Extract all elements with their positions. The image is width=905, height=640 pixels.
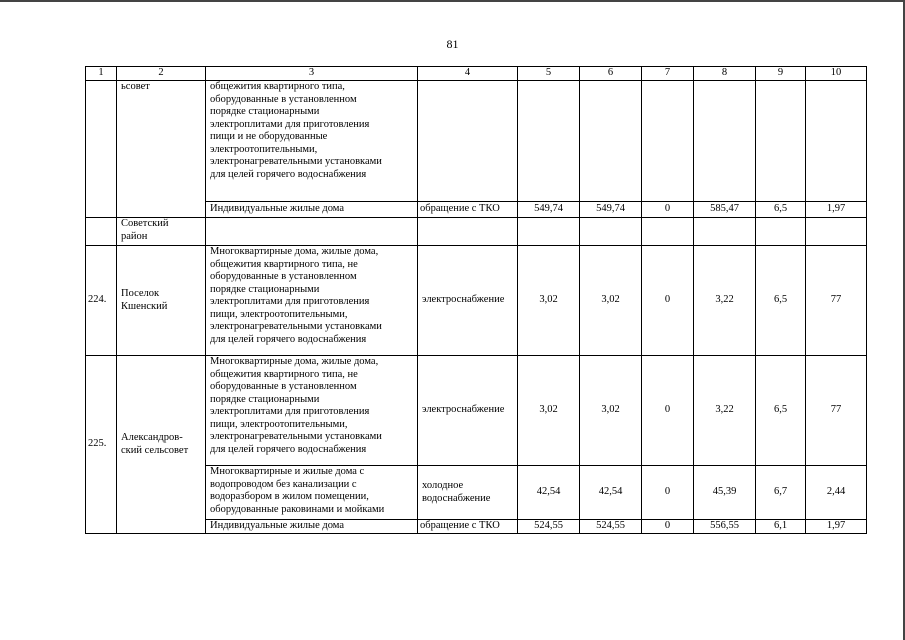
value-col6: 42,54 [580,466,642,520]
top-edge-line [0,0,905,2]
service-type: обращение с ТКО [418,520,518,534]
table-row [86,356,867,466]
service-type: холодное водоснабжение [418,466,518,520]
value-col7: 0 [642,466,694,520]
value-col6: 549,74 [580,202,642,218]
column-number: 4 [418,67,518,81]
value-col6: 524,55 [580,520,642,534]
value-col8: 3,22 [694,246,756,356]
column-number: 10 [806,67,867,81]
value-col8 [694,218,756,246]
consumer-category: Многоквартирные дома, жилые дома, общежития квартирного типа, не оборудованные в установленном порядке стационарными электроплитами для приготовления пищи, электроотопительными, электронагревательными установками для целей горячего водоснабжения [206,246,418,356]
value-col10: 1,97 [806,520,867,534]
value-col8: 3,22 [694,356,756,466]
page-number: 81 [446,37,459,51]
settlement-name: ьсовет [117,81,206,218]
value-col10 [806,81,867,202]
settlement-name: Александров- ский сельсовет [117,356,206,534]
value-col5: 524,55 [518,520,580,534]
value-col9: 6,1 [756,520,806,534]
value-col10: 77 [806,246,867,356]
value-col7: 0 [642,520,694,534]
value-col9 [756,81,806,202]
value-col9: 6,5 [756,202,806,218]
value-col8: 585,47 [694,202,756,218]
tariff-table [85,66,867,534]
value-col6: 3,02 [580,246,642,356]
settlement-name: Поселок Кшенский [117,246,206,356]
consumer-category: Многоквартирные дома, жилые дома, общежития квартирного типа, не оборудованные в установленном порядке стационарными электроплитами для приготовления пищи, электроотопительными, электронагревательными установками для целей горячего водоснабжения [206,356,418,466]
value-col10: 2,44 [806,466,867,520]
value-col6 [580,218,642,246]
value-col7: 0 [642,246,694,356]
column-number: 5 [518,67,580,81]
value-col8: 556,55 [694,520,756,534]
consumer-category: общежития квартирного типа, оборудованные в установленном порядке стационарными электроплитами для приготовления пищи и не оборудованные электроотопительными, электронагревательными установками для целей горячего водоснабжения [206,81,418,202]
column-number-row [86,67,867,81]
value-col7 [642,81,694,202]
value-col6 [580,81,642,202]
service-type: обращение с ТКО [418,202,518,218]
consumer-category: Индивидуальные жилые дома [206,520,418,534]
value-col7 [642,218,694,246]
row-number [86,218,117,246]
value-col5: 3,02 [518,246,580,356]
value-col5 [518,81,580,202]
consumer-category: Индивидуальные жилые дома [206,202,418,218]
row-number [86,81,117,218]
table-row [86,81,867,202]
value-col5 [518,218,580,246]
value-col10: 1,97 [806,202,867,218]
column-number: 8 [694,67,756,81]
table-row [86,246,867,356]
value-col10 [806,218,867,246]
district-name: Советский район [117,218,206,246]
service-type [418,218,518,246]
value-col8: 45,39 [694,466,756,520]
value-col6: 3,02 [580,356,642,466]
value-col7: 0 [642,356,694,466]
row-number: 224. [86,246,117,356]
value-col10: 77 [806,356,867,466]
service-type [418,81,518,202]
column-number: 2 [117,67,206,81]
value-col5: 549,74 [518,202,580,218]
value-col9: 6,5 [756,246,806,356]
table-row [86,218,867,246]
value-col8 [694,81,756,202]
row-number: 225. [86,356,117,534]
column-number: 9 [756,67,806,81]
value-col9 [756,218,806,246]
column-number: 1 [86,67,117,81]
service-type: электроснабжение [418,246,518,356]
service-type: электроснабжение [418,356,518,466]
consumer-category: Многоквартирные и жилые дома с водопроводом без канализации с водоразбором в жилом помещении, оборудованные раковинами и мойками [206,466,418,520]
consumer-category [206,218,418,246]
value-col9: 6,5 [756,356,806,466]
value-col7: 0 [642,202,694,218]
column-number: 3 [206,67,418,81]
value-col5: 3,02 [518,356,580,466]
column-number: 6 [580,67,642,81]
column-number: 7 [642,67,694,81]
value-col5: 42,54 [518,466,580,520]
value-col9: 6,7 [756,466,806,520]
